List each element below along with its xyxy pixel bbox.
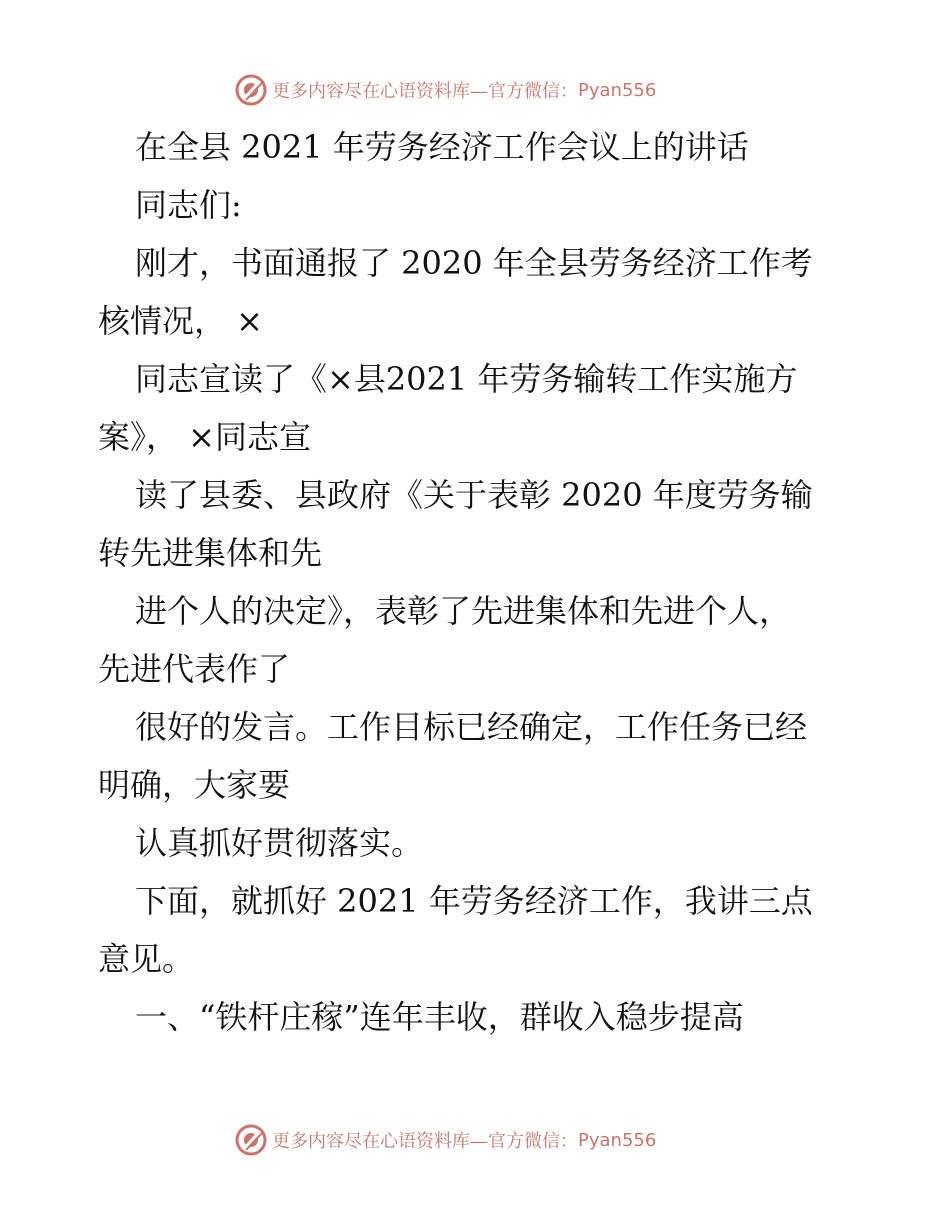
watermark-footer	[234, 1123, 656, 1157]
logo-icon	[234, 1123, 268, 1157]
paragraph-line: 案》， ×同志宣	[98, 418, 311, 456]
section-heading: 一、“铁杆庄稼”连年丰收，群收入稳步提高	[135, 998, 744, 1036]
salutation: 同志们:	[135, 186, 242, 224]
paragraph-line: 认真抓好贯彻落实。	[135, 824, 424, 862]
paragraph-line: 先进代表作了	[98, 650, 291, 688]
watermark-wechat-id: Pyan556	[578, 79, 657, 101]
watermark-text: 更多内容尽在心语资料库—官方微信：	[272, 81, 578, 102]
paragraph-line: 意见。	[98, 940, 195, 978]
watermark-header	[234, 73, 656, 107]
paragraph-line: 读了县委、县政府《关于表彰 2020 年度劳务输	[135, 476, 813, 514]
watermark-text: 更多内容尽在心语资料库—官方微信：	[272, 1131, 578, 1152]
watermark-wechat-id: Pyan556	[578, 1129, 657, 1151]
paragraph-line: 明确，大家要	[98, 766, 291, 804]
speech-title: 在全县 2021 年劳务经济工作会议上的讲话	[135, 128, 749, 166]
paragraph-line: 转先进集体和先	[98, 534, 323, 572]
paragraph-line: 核情况， ×	[98, 302, 263, 340]
paragraph-line: 同志宣读了《×县2021 年劳务输转工作实施方	[135, 360, 798, 398]
paragraph-line: 很好的发言。工作目标已经确定，工作任务已经	[135, 708, 808, 746]
paragraph-line: 刚才，书面通报了 2020 年全县劳务经济工作考	[135, 244, 813, 282]
logo-icon	[234, 73, 268, 107]
paragraph-line: 进个人的决定》，表彰了先进集体和先进个人，	[135, 592, 792, 630]
paragraph-line: 下面，就抓好 2021 年劳务经济工作，我讲三点	[135, 882, 813, 920]
